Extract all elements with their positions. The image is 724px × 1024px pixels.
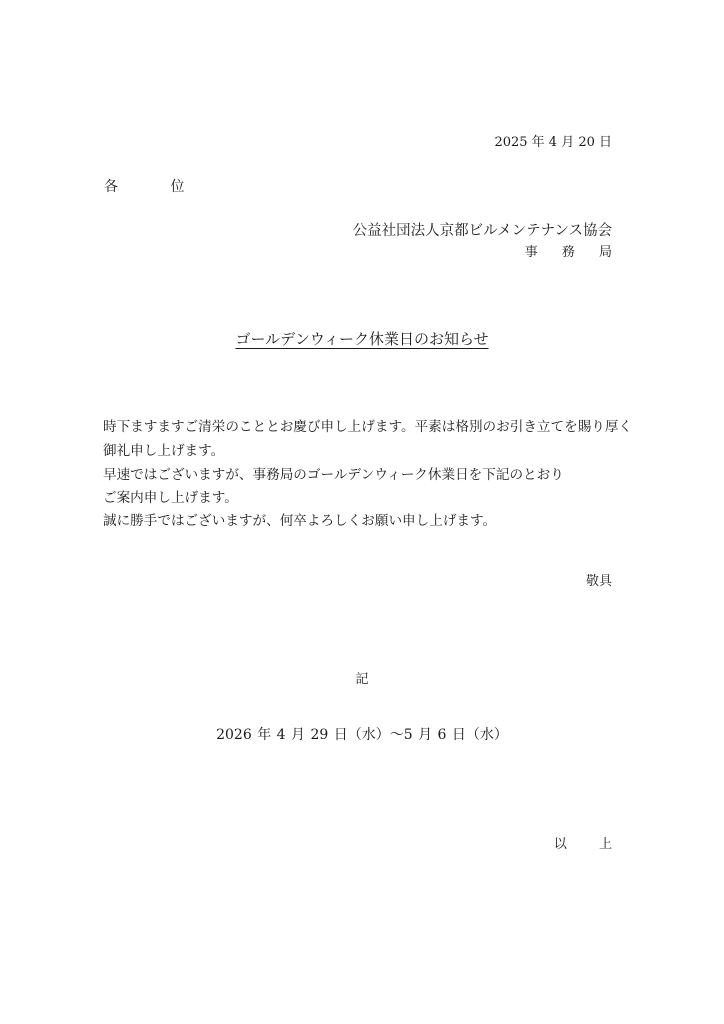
end-mark: 以 上 — [553, 837, 626, 852]
issue-date: 2025 年 4 月 20 日 — [494, 135, 612, 150]
document-title-text: ゴールデンウィーク休業日のお知らせ — [235, 330, 489, 348]
sender-organization: 公益社団法人京都ビルメンテナンス協会 — [352, 223, 612, 239]
notice-heading: 記 — [355, 672, 369, 687]
holiday-period: 2026 年 4 月 29 日（水）～5 月 6 日（水） — [216, 727, 508, 743]
body-line: 時下ますますご清栄のこととお慶び申し上げます。平素は格別のお引き立てを賜り厚く — [103, 419, 633, 435]
body-line: 誠に勝手ではございますが、何卒よろしくお願い申し上げます。 — [103, 513, 497, 529]
sender-department: 事 務 局 — [524, 245, 622, 260]
addressee: 各 位 — [104, 179, 209, 195]
body-line: 御礼申し上げます。 — [103, 443, 225, 459]
body-line: ご案内申し上げます。 — [103, 490, 238, 506]
body-line: 早速ではございますが、事務局のゴールデンウィーク休業日を下記のとおり — [103, 467, 564, 483]
closing-phrase: 敬具 — [585, 574, 612, 589]
document-title — [0, 330, 724, 348]
